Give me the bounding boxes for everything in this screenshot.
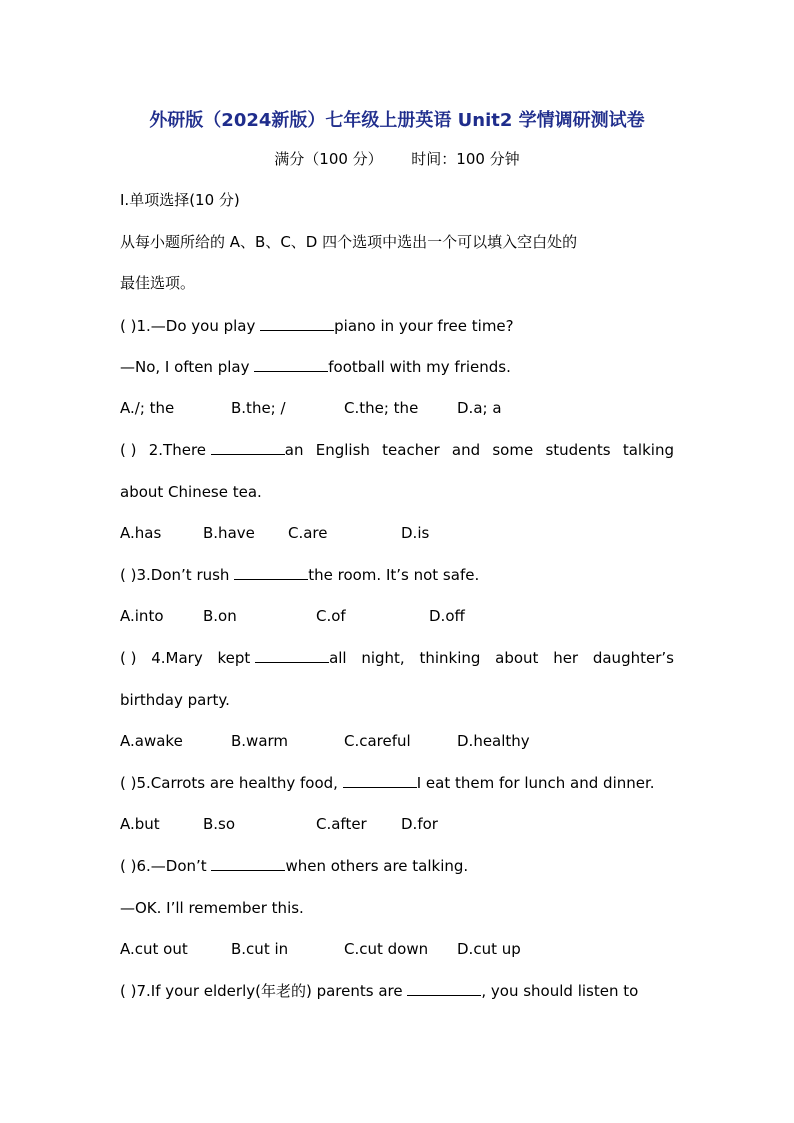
answer-blank [255,648,329,663]
option-a: A.has [120,524,162,542]
option-b: B.have [203,524,255,542]
answer-bracket: ( ) [120,441,137,459]
question-5: ( )5.Carrots are healthy food, I eat them for lunch and dinner. [120,774,655,792]
question-1-options [120,398,502,418]
question-6-options [120,939,521,959]
option-d: D.for [401,815,438,833]
option-c: C.cut down [344,940,429,958]
question-7: ( )7.If your elderly(年老的) parents are , you should listen to [120,982,639,1000]
question-4: ( ) 4.Mary kept all night, thinking about her daughter’s [120,649,674,667]
option-a: A.cut out [120,940,188,958]
answer-blank [407,981,481,996]
option-d: D.cut up [457,940,521,958]
question-1-reply: —No, I often play football with my friends. [120,358,511,376]
option-b: B.the; / [231,399,286,417]
question-3-options [120,606,465,626]
section-instruction-cont: 最佳选项。 [120,274,196,292]
option-a: A.but [120,815,160,833]
option-b: B.on [203,607,237,625]
option-a: A.into [120,607,164,625]
question-6: ( )6.—Don’t when others are talking. [120,857,469,875]
exam-score-time: 满分（100 分） 时间：100 分钟 [274,150,520,168]
option-c: C.the; the [344,399,419,417]
option-a: A.awake [120,732,183,750]
section-heading: Ⅰ.单项选择(10 分) [120,191,240,209]
answer-bracket: ( ) [120,982,137,1000]
option-c: C.after [316,815,367,833]
answer-bracket: ( ) [120,857,137,875]
answer-blank [343,773,417,788]
section-instruction: 从每小题所给的 A、B、C、D 四个选项中选出一个可以填入空白处的 [120,233,578,251]
answer-blank [260,316,334,331]
option-c: C.are [288,524,328,542]
answer-blank [211,856,285,871]
answer-bracket: ( ) [120,566,137,584]
option-d: D.a; a [457,399,502,417]
question-4-cont: birthday party. [120,691,230,709]
option-d: D.healthy [457,732,530,750]
question-2-options [120,523,429,543]
option-a: A./; the [120,399,175,417]
question-5-options [120,814,438,834]
answer-bracket: ( ) [120,774,137,792]
option-b: B.cut in [231,940,289,958]
option-c: C.of [316,607,346,625]
answer-blank [234,565,308,580]
option-d: D.off [429,607,465,625]
question-2: ( ) 2.There an English teacher and some students talking [120,441,674,459]
option-b: B.warm [231,732,289,750]
question-4-options [120,731,530,751]
question-2-cont: about Chinese tea. [120,483,262,501]
question-3: ( )3.Don’t rush the room. It’s not safe. [120,566,480,584]
option-c: C.careful [344,732,411,750]
question-6-reply: —OK. I’ll remember this. [120,899,304,917]
option-b: B.so [203,815,236,833]
answer-bracket: ( ) [120,317,137,335]
answer-bracket: ( ) [120,649,137,667]
question-1: ( )1.—Do you play piano in your free time? [120,317,514,335]
page-title: 外研版（2024新版）七年级上册英语 Unit2 学情调研测试卷 [149,110,645,131]
answer-blank [211,440,285,455]
answer-blank [254,357,328,372]
option-d: D.is [401,524,430,542]
